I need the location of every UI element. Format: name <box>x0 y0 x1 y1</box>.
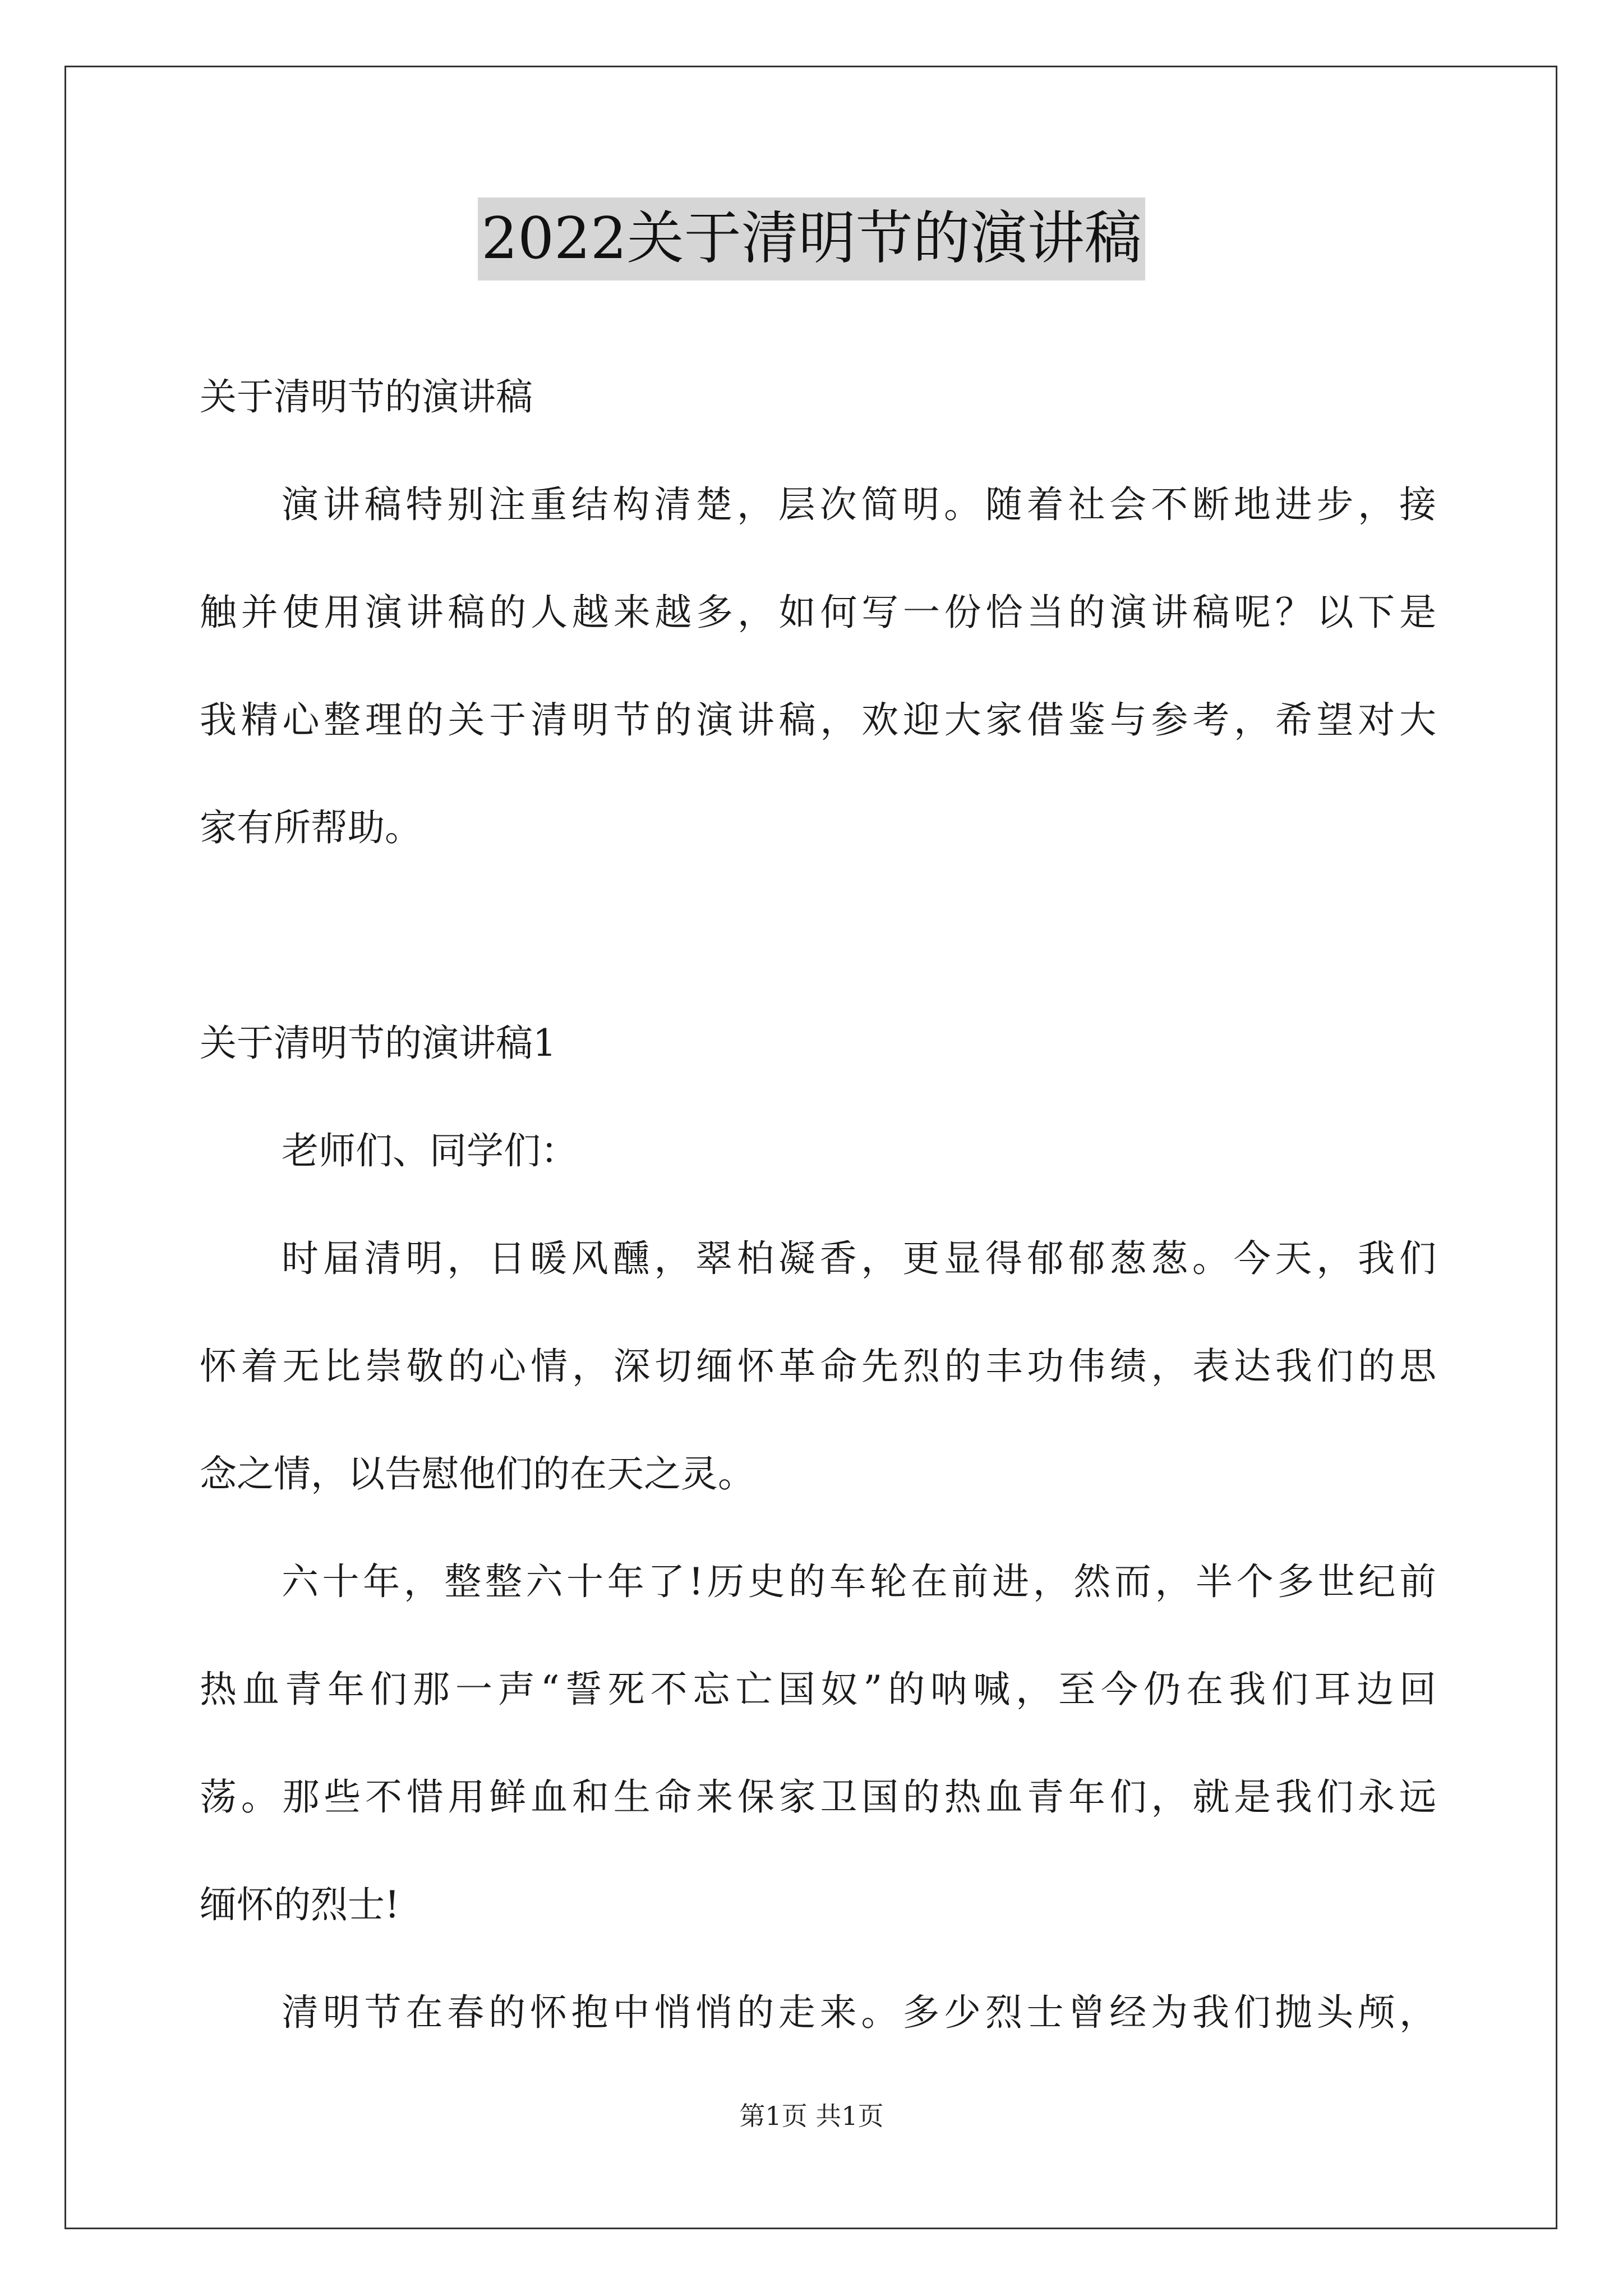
text-line: 我精心整理的关于清明节的演讲稿，欢迎大家借鉴与参考，希望对大 <box>200 698 1436 742</box>
text-line: 演讲稿特别注重结构清楚，层次简明。随着社会不断地进步，接 <box>282 483 1436 526</box>
text-line: 怀着无比崇敬的心情，深切缅怀革命先烈的丰功伟绩，表达我们的思 <box>200 1345 1436 1388</box>
text-line: 念之情，以告慰他们的在天之灵。 <box>200 1452 755 1496</box>
text-line: 清明节在春的怀抱中悄悄的走来。多少烈士曾经为我们抛头颅， <box>282 1991 1436 2034</box>
text-line: 六十年，整整六十年了!历史的车轮在前进，然而，半个多世纪前 <box>282 1560 1436 1603</box>
blank-line <box>200 882 1436 990</box>
section-heading: 关于清明节的演讲稿1 <box>200 1022 556 1065</box>
text-line: 荡。那些不惜用鲜血和生命来保家卫国的热血青年们，就是我们永远 <box>200 1775 1436 1819</box>
text-line: 热血青年们那一声“誓死不忘亡国奴”的呐喊，至今仍在我们耳边回 <box>200 1668 1436 1711</box>
title-container <box>0 197 1623 280</box>
text-line: 触并使用演讲稿的人越来越多，如何写一份恰当的演讲稿呢？以下是 <box>200 591 1436 634</box>
text-line: 老师们、同学们： <box>282 1129 578 1172</box>
text-line: 缅怀的烈士! <box>200 1883 400 1926</box>
page-footer: 第1页 共1页 <box>739 2101 884 2131</box>
text-line: 时届清明，日暖风醺，翠柏凝香，更显得郁郁葱葱。今天，我们 <box>282 1237 1436 1280</box>
text-line: 家有所帮助。 <box>200 806 422 849</box>
text-line: 关于清明节的演讲稿 <box>200 375 533 418</box>
document-body <box>200 343 1436 2067</box>
document-title: 2022关于清明节的演讲稿 <box>478 197 1145 280</box>
